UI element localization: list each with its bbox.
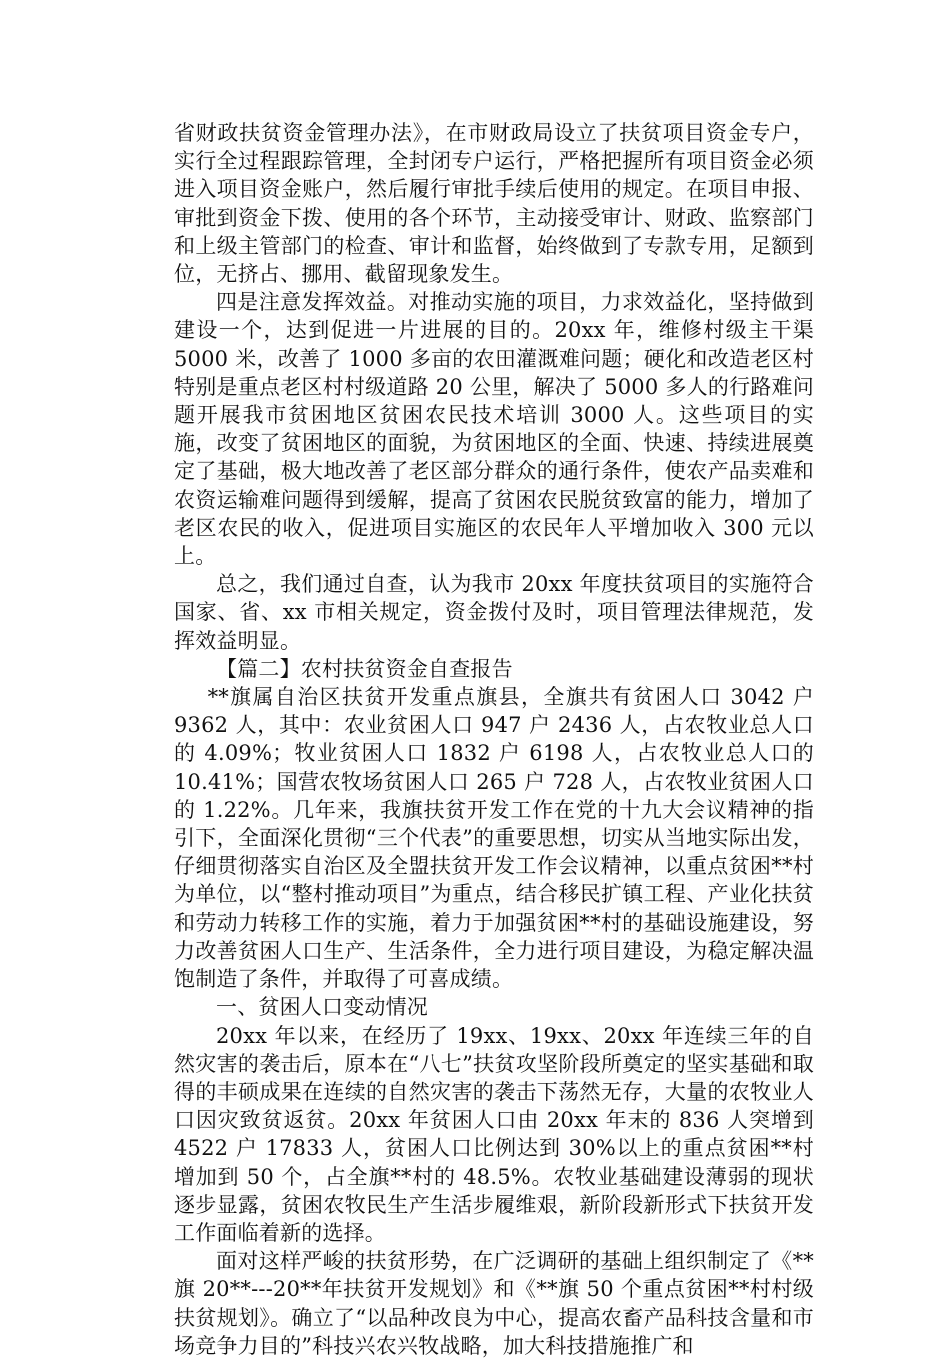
section-heading-population-change: 一、贫困人口变动情况: [216, 995, 428, 1020]
document-body: [174, 119, 814, 1360]
paragraph-continuation: 省财政扶贫资金管理办法》，在市财政局设立了扶贫项目资金专户，实行全过程跟踪管理，全封闭专户运行，严格把握所有项目资金必须进入项目资金账户，然后履行审批手续后使用的规定。在项目申报、审批到资金下拨、使用的各个环节，主动接受审计、财政、监察部门和上级主管部门的检查、审计和监督，始终做到了专款专用，足额到位，无挤占、挪用、截留现象发生。: [174, 121, 814, 287]
paragraph-population-change: 20xx 年以来，在经历了 19xx、19xx、20xx 年连续三年的自然灾害的袭击后，原本在“八七”扶贫攻坚阶段所奠定的坚实基础和取得的丰硕成果在连续的自然灾害的袭击下荡然无存，大量的农牧业人口因灾致贫返贫。20xx 年贫困人口由 20xx 年末的 836 人突增到 4522 户 17833 人，贫困人口比例达到 30%以上的重点贫困**村增加到 50 个，占全旗**村的 48.5%。农牧业基础建设薄弱的现状逐步显露，贫困农牧民生产生活步履维艰，新阶段新形式下扶贫开发工作面临着新的选择。: [174, 1023, 814, 1245]
section-heading-part-two: 【篇二】农村扶贫资金自查报告: [216, 656, 513, 681]
paragraph-conclusion: 总之，我们通过自查，认为我市 20xx 年度扶贫项目的实施符合国家、省、xx 市相关规定，资金拨付及时，项目管理法律规范，发挥效益明显。: [174, 572, 814, 653]
paragraph-benefits: 四是注意发挥效益。对推动实施的项目，力求效益化，坚持做到建设一个，达到促进一片进展的目的。20xx 年，维修村级主干渠 5000 米，改善了 1000 多亩的农田灌溉难问题；硬化和改造老区村特别是重点老区村村级道路 20 公里，解决了 5000 多人的行路难问题开展我市贫困地区贫困农民技术培训 3000 人。这些项目的实施，改变了贫困地区的面貌，为贫困地区的全面、快速、持续进展奠定了基础，极大地改善了老区部分群众的通行条件，使农产品卖难和农资运输难问题得到缓解，提高了贫困农民脱贫致富的能力，增加了老区农民的收入，促进项目实施区的农民年人平增加收入 300 元以上。: [174, 290, 814, 569]
paragraph-overview: **旗属自治区扶贫开发重点旗县，全旗共有贫困人口 3042 户 9362 人，其中：农业贫困人口 947 户 2436 人，占农牧业总人口的 4.09%；牧业贫困人口 1832 户 6198 人，占农牧业总人口的 10.41%；国营农牧场贫困人口 265 户 728 人，占农牧业贫困人口的 1.22%。几年来，我旗扶贫开发工作在党的十九大会议精神的指引下，全面深化贯彻“三个代表”的重要思想，切实从当地实际出发，仔细贯彻落实自治区及全盟扶贫开发工作会议精神，以重点贫困**村为单位，以“整村推动项目”为重点，结合移民扩镇工程、产业化扶贫和劳动力转移工作的实施，着力于加强贫困**村的基础设施建设，努力改善贫困人口生产、生活条件，全力进行项目建设，为稳定解决温饱制造了条件，并取得了可喜成绩。: [174, 685, 814, 992]
paragraph-planning: 面对这样严峻的扶贫形势，在广泛调研的基础上组织制定了《**旗 20**---20**年扶贫开发规划》和《**旗 50 个重点贫困**村村级扶贫规划》。确立了“以品种改良为中心，提高农畜产品科技含量和市场竞争力目的”科技兴农兴牧战略，加大科技措施推广和: [174, 1249, 814, 1358]
